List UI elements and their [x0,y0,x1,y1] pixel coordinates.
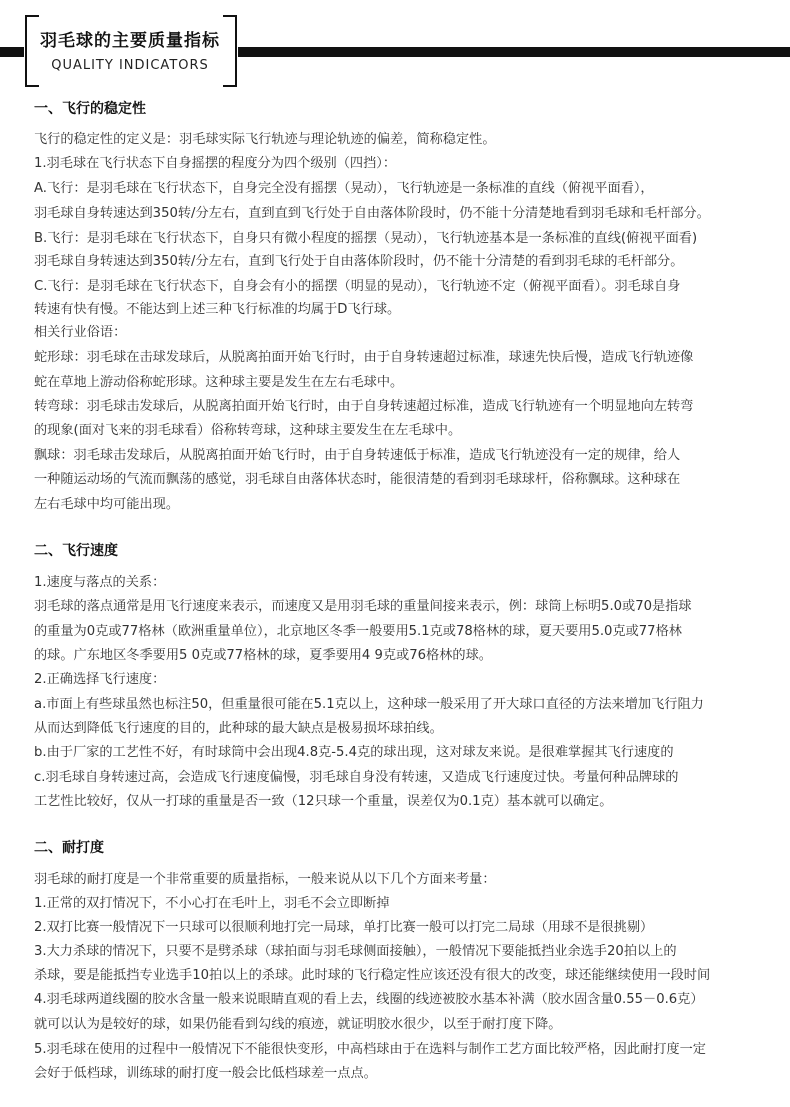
header-bar-left [0,47,24,57]
paragraph-line: 从而达到降低飞行速度的目的，此种球的最大缺点是极易损坏球拍线。 [34,721,443,736]
paragraph-line: 杀球，要是能抵挡专业选手10拍以上的杀球。此时球的飞行稳定性应该还没有很大的改变，球还能继续使用一段时间 [34,968,711,983]
paragraph-line: B.飞行：是羽毛球在飞行状态下，自身只有微小程度的摇摆（晃动），飞行轨迹基本是一条标准的直线(俯视平面看) [34,231,698,246]
paragraph-line: 羽毛球自身转速达到350转/分左右，直到直到飞行处于自由落体阶段时，仍不能十分清楚地看到羽毛球和毛杆部分。 [34,206,710,221]
paragraph-line: 羽毛球自身转速达到350转/分左右，直到飞行处于自由落体阶段时，仍不能十分清楚的看到羽毛球的毛杆部分。 [34,254,684,269]
paragraph-line: C.飞行：是羽毛球在飞行状态下，自身会有小的摇摆（明显的晃动），飞行轨迹不定（俯视平面看）。羽毛球自身 [34,279,681,294]
paragraph-line: 的现象(面对飞来的羽毛球看）俗称转弯球，这种球主要发生在左毛球中。 [34,423,462,438]
paragraph-line: 1.正常的双打情况下，不小心打在毛叶上，羽毛不会立即断掉 [34,896,390,911]
paragraph-line: 飞行的稳定性的定义是：羽毛球实际飞行轨迹与理论轨迹的偏差，简称稳定性。 [34,132,496,147]
paragraph-line: 一种随运动场的气流而飘荡的感觉，羽毛球自由落体状态时，能很清楚的看到羽毛球球杆，俗称飘球。这种球在 [34,472,681,487]
paragraph-line: 蛇形球：羽毛球在击球发球后，从脱离拍面开始飞行时，由于自身转速超过标准，球速先快后慢，造成飞行轨迹像 [34,350,694,365]
paragraph-line: 工艺性比较好，仅从一打球的重量是否一致（12只球一个重量，误差仅为0.1克）基本就可以确定。 [34,794,613,809]
paragraph-line: 转弯球：羽毛球击发球后，从脱离拍面开始飞行时，由于自身转速超过标准，造成飞行轨迹有一个明显地向左转弯 [34,399,694,414]
paragraph-line: 2.双打比赛一般情况下一只球可以很顺利地打完一局球，单打比赛一般可以打完二局球（用球不是很挑剔） [34,920,654,935]
paragraph-line: 转速有快有慢。不能达到上述三种飞行标准的均属于D飞行球。 [34,302,401,317]
paragraph-line: 4.羽毛球两道线圈的胶水含量一般来说眼睛直观的看上去，线圈的线迹被胶水基本补满（胶水固含量0.55－0.6克） [34,992,704,1007]
paragraph-line: b.由于厂家的工艺性不好，有时球筒中会出现4.8克-5.4克的球出现，这对球友来说。是很难掌握其飞行速度的 [34,745,674,760]
paragraph-line: 的球。广东地区冬季要用5 0克或77格林的球，夏季要用4 9克或76格林的球。 [34,648,492,663]
section-title-speed: 二、飞行速度 [34,543,118,559]
paragraph-line: 的重量为0克或77格林（欧洲重量单位），北京地区冬季一般要用5.1克或78格林的球，夏天要用5.0克或77格林 [34,624,682,639]
paragraph-line: c.羽毛球自身转速过高，会造成飞行速度偏慢，羽毛球自身没有转速，又造成飞行速度过快。考量何种品牌球的 [34,770,679,785]
paragraph-line: a.市面上有些球虽然也标注50，但重量很可能在5.1克以上，这种球一般采用了开大球口直径的方法来增加飞行阻力 [34,697,704,712]
paragraph-line: 1.羽毛球在飞行状态下自身摇摆的程度分为四个级别（四挡）： [34,156,397,171]
paragraph-line: 羽毛球的耐打度是一个非常重要的质量指标，一般来说从以下几个方面来考量： [34,872,496,887]
paragraph-line: 左右毛球中均可能出现。 [34,497,180,512]
paragraph-line: 5.羽毛球在使用的过程中一般情况下不能很快变形，中高档球由于在选料与制作工艺方面比较严格，因此耐打度一定 [34,1042,706,1057]
paragraph-line: 2.正确选择飞行速度： [34,672,166,687]
page-subtitle: QUALITY INDICATORS [51,58,209,73]
paragraph-line: 羽毛球的落点通常是用飞行速度来表示，而速度又是用羽毛球的重量间接来表示，例：球筒上标明5.0或70是指球 [34,599,692,614]
paragraph-line: 蛇在草地上游动俗称蛇形球。这种球主要是发生在左右毛球中。 [34,375,404,390]
paragraph-line: 3.大力杀球的情况下，只要不是劈杀球（球拍面与羽毛球侧面接触），一般情况下要能抵挡业余选手20拍以上的 [34,944,677,959]
page-title: 羽毛球的主要质量指标 [40,31,220,51]
paragraph-line: 就可以认为是较好的球，如果仍能看到勾线的痕迹，就证明胶水很少，以至于耐打度下降。 [34,1017,562,1032]
header-bar-right [238,47,790,57]
section-title-stability: 一、飞行的稳定性 [34,101,146,117]
paragraph-line: 会好于低档球，训练球的耐打度一般会比低档球差一点点。 [34,1066,377,1081]
section-header-banner [0,12,790,86]
paragraph-line: 1.速度与落点的关系： [34,575,166,590]
paragraph-line: A.飞行：是羽毛球在飞行状态下，自身完全没有摇摆（晃动），飞行轨迹是一条标准的直线（俯视平面看）， [34,181,654,196]
section-title-durability: 二、耐打度 [34,840,104,856]
paragraph-line: 飘球：羽毛球击发球后，从脱离拍面开始飞行时，由于自身转速低于标准，造成飞行轨迹没有一定的规律，给人 [34,448,681,463]
paragraph-line: 相关行业俗语： [34,325,127,340]
